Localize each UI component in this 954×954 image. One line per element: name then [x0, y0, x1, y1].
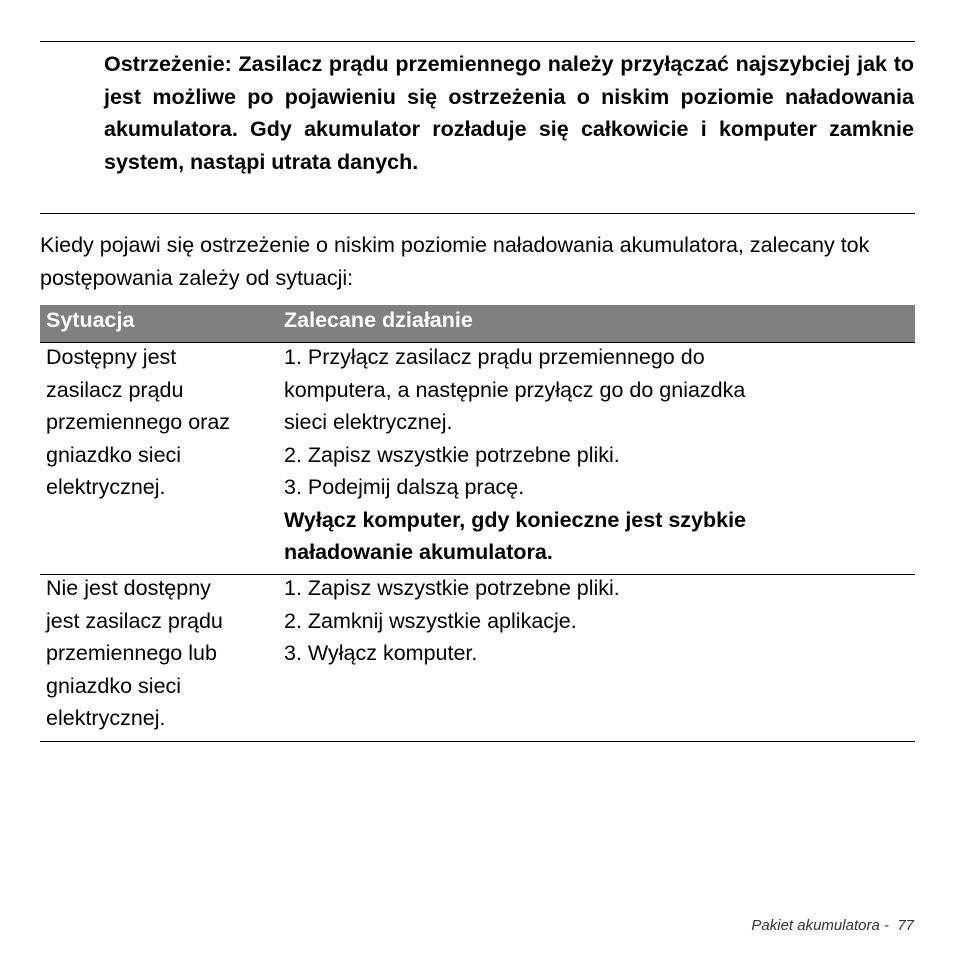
row2-actions [284, 572, 914, 670]
row2-action-line: 1. Zapisz wszystkie potrzebne pliki. [284, 576, 620, 600]
row1-note-line: Wyłącz komputer, gdy konieczne jest szybkie [284, 507, 747, 532]
page-footer [751, 917, 914, 934]
row2-situation-line: przemiennego lub [46, 641, 217, 665]
footer-section-title: Pakiet akumulatora - [751, 917, 889, 934]
row2-action-line: 3. Wyłącz komputer. [284, 641, 478, 665]
row1-actions [284, 341, 914, 569]
row2-situation [46, 572, 278, 735]
row2-situation-line: jest zasilacz prądu [46, 608, 223, 633]
row1-action-line: komputera, a następnie przyłącz go do gniazdka [284, 377, 746, 402]
row2-situation-line: gniazdko sieci [46, 673, 182, 698]
table-bottom-rule [40, 741, 915, 742]
warning-top-rule [40, 41, 915, 42]
header-recommended-action: Zalecane działanie [284, 308, 473, 332]
warning-text: Ostrzeżenie: Zasilacz prądu przemiennego należy przyłączać najszybciej jak to jest możliwe po pojawieniu się ostrzeżenia o niskim poziomie naładowania akumulatora. Gdy akumulator rozładuje się całkowicie i komputer zamknie system, nastąpi utrata danych. [104, 52, 914, 174]
warning-bottom-rule [40, 213, 915, 214]
row1-situation [46, 341, 278, 504]
row2-action-line: 2. Zamknij wszystkie aplikacje. [284, 608, 577, 633]
row1-situation-line: gniazdko sieci [46, 442, 182, 467]
row1-situation-line: zasilacz prądu [46, 377, 184, 402]
header-situation: Sytuacja [46, 308, 135, 332]
row1-action-line: sieci elektrycznej. [284, 410, 453, 434]
row1-situation-line: Dostępny jest [46, 345, 177, 369]
row1-action-line: 1. Przyłącz zasilacz prądu przemiennego do [284, 345, 705, 369]
row1-note-line: naładowanie akumulatora. [284, 540, 553, 564]
row1-situation-line: przemiennego oraz [46, 410, 231, 434]
row1-situation-line: elektrycznej. [46, 475, 166, 499]
row1-action-line: 2. Zapisz wszystkie potrzebne pliki. [284, 442, 620, 467]
row1-action-line: 3. Podejmij dalszą pracę. [284, 475, 525, 499]
intro-paragraph: Kiedy pojawi się ostrzeżenie o niskim poziomie naładowania akumulatora, zalecany tok postępowania zależy od sytuacji: [40, 233, 870, 290]
row2-situation-line: elektrycznej. [46, 706, 166, 730]
row2-situation-line: Nie jest dostępny [46, 576, 211, 600]
table-header-row [40, 305, 915, 342]
page-number: 77 [897, 917, 914, 934]
